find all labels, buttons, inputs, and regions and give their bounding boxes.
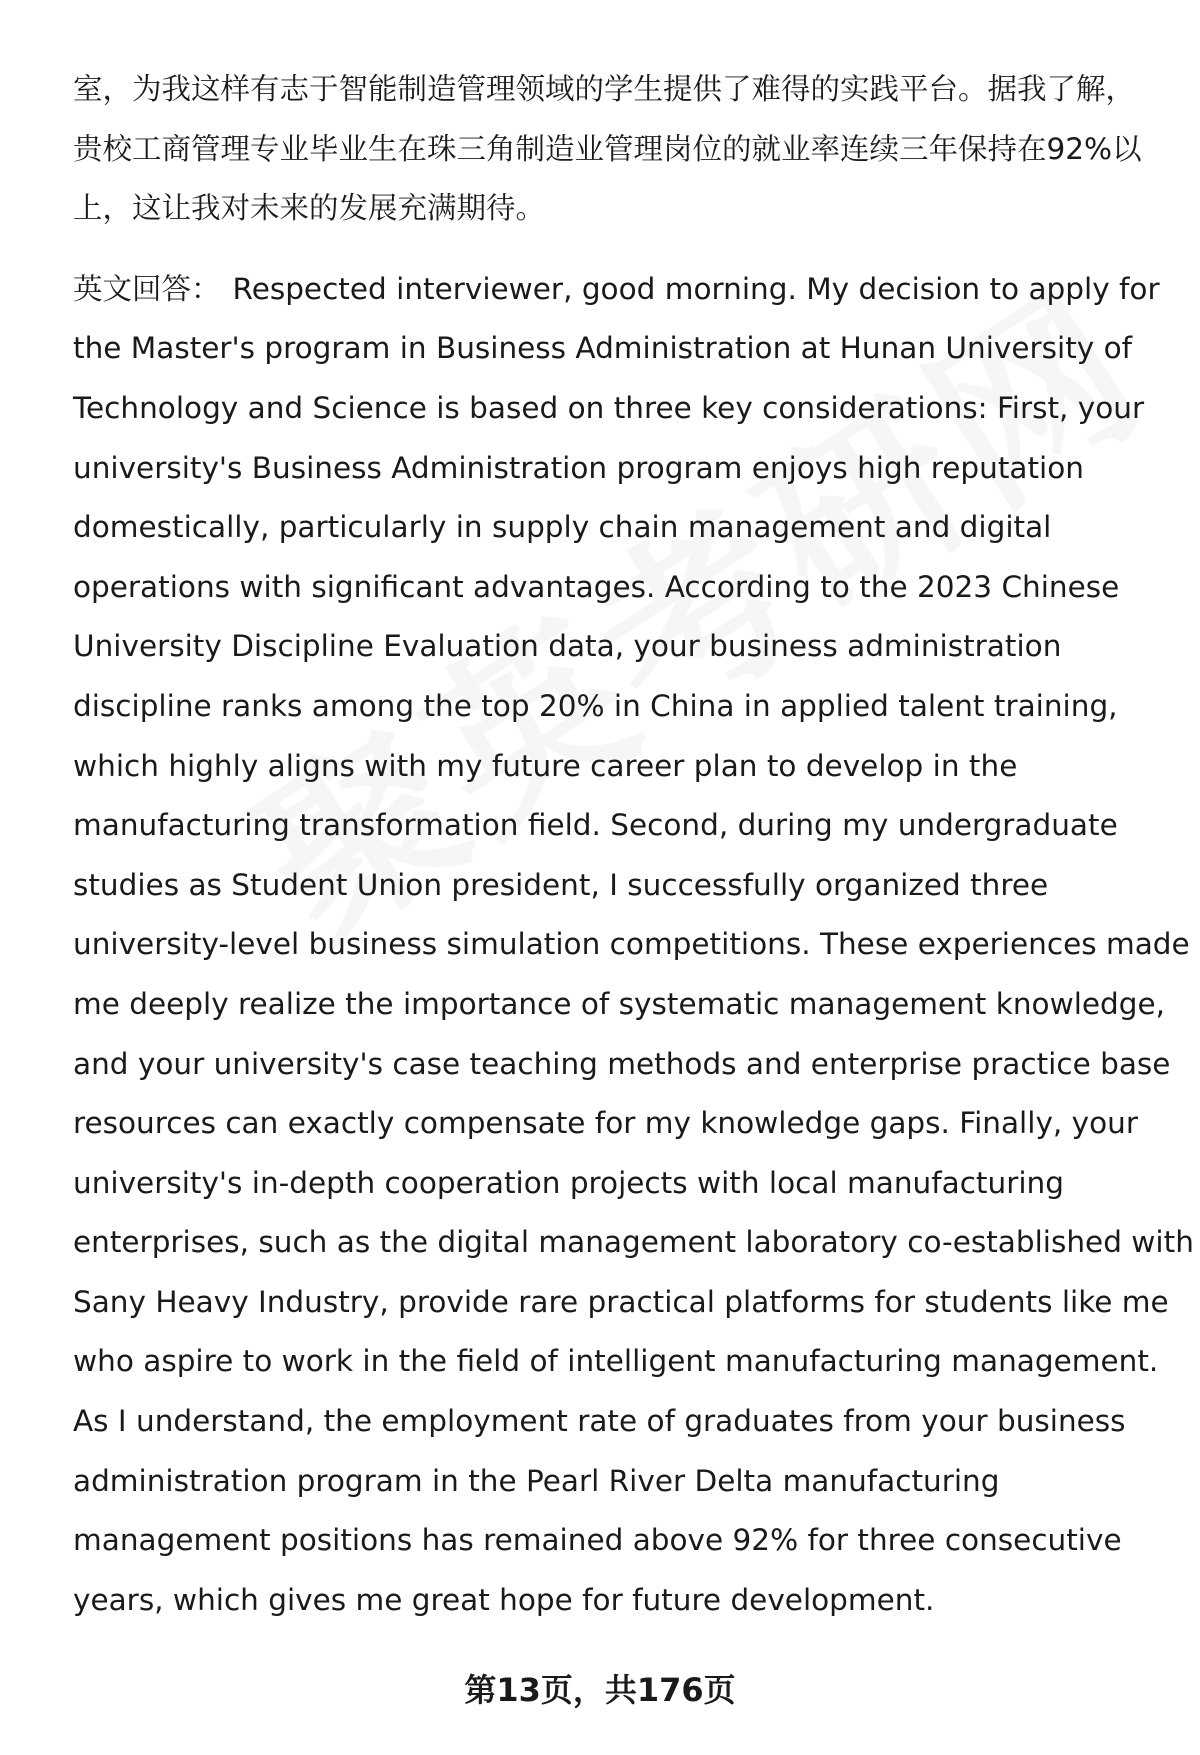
answer-label: 英文回答： <box>73 271 221 306</box>
document-page <box>73 60 1194 1630</box>
text-line: enterprises, such as the digital management laboratory co-established with <box>73 1225 1194 1260</box>
text-line: operations with significant advantages. According to the 2023 Chinese <box>73 569 1120 604</box>
text-line-content: Respected interviewer, good morning. My decision to apply for <box>232 271 1160 306</box>
english-answer-paragraph <box>73 260 1194 1631</box>
text-line: studies as Student Union president, I successfully organized three <box>73 867 1049 902</box>
text-line: university's Business Administration program enjoys high reputation <box>73 450 1084 485</box>
text-line: management positions has remained above 92% for three consecutive <box>73 1523 1122 1558</box>
text-line: 贵校工商管理专业毕业生在珠三角制造业管理岗位的就业率连续三年保持在92%以 <box>73 131 1142 166</box>
text-line: University Discipline Evaluation data, your business administration <box>73 629 1062 664</box>
chinese-answer-paragraph <box>73 60 1148 239</box>
text-line: the Master's program in Business Administration at Hunan University of <box>73 331 1133 366</box>
text-line: which highly aligns with my future career plan to develop in the <box>73 748 1018 783</box>
text-line: resources can exactly compensate for my knowledge gaps. Finally, your <box>73 1106 1138 1141</box>
text-line: administration program in the Pearl River Delta manufacturing <box>73 1463 1000 1498</box>
text-line: 室，为我这样有志于智能制造管理领域的学生提供了难得的实践平台。据我了解， <box>73 72 1136 106</box>
text-line: manufacturing transformation field. Second, during my undergraduate <box>73 808 1118 843</box>
text-line: university-level business simulation competitions. These experiences made <box>73 927 1190 962</box>
page-number-footer: 第13页，共176页 <box>464 1671 736 1709</box>
text-line: who aspire to work in the field of intelligent manufacturing management. <box>73 1344 1159 1379</box>
text-line: me deeply realize the importance of systematic management knowledge, <box>73 986 1166 1021</box>
text-line: As I understand, the employment rate of graduates from your business <box>73 1404 1126 1439</box>
text-line: university's in-depth cooperation projects with local manufacturing <box>73 1165 1064 1200</box>
text-line: Technology and Science is based on three key considerations: First, your <box>73 390 1145 425</box>
text-line: domestically, particularly in supply chain management and digital <box>73 510 1052 545</box>
text-line: years, which gives me great hope for future development. <box>73 1582 935 1617</box>
text-line: 上，这让我对未来的发展充满期待。 <box>73 191 546 226</box>
text-line: and your university's case teaching methods and enterprise practice base <box>73 1046 1171 1081</box>
text-line: Sany Heavy Industry, provide rare practical platforms for students like me <box>73 1284 1169 1319</box>
text-line: discipline ranks among the top 20% in China in applied talent training, <box>73 688 1118 723</box>
text-line <box>73 260 1160 320</box>
